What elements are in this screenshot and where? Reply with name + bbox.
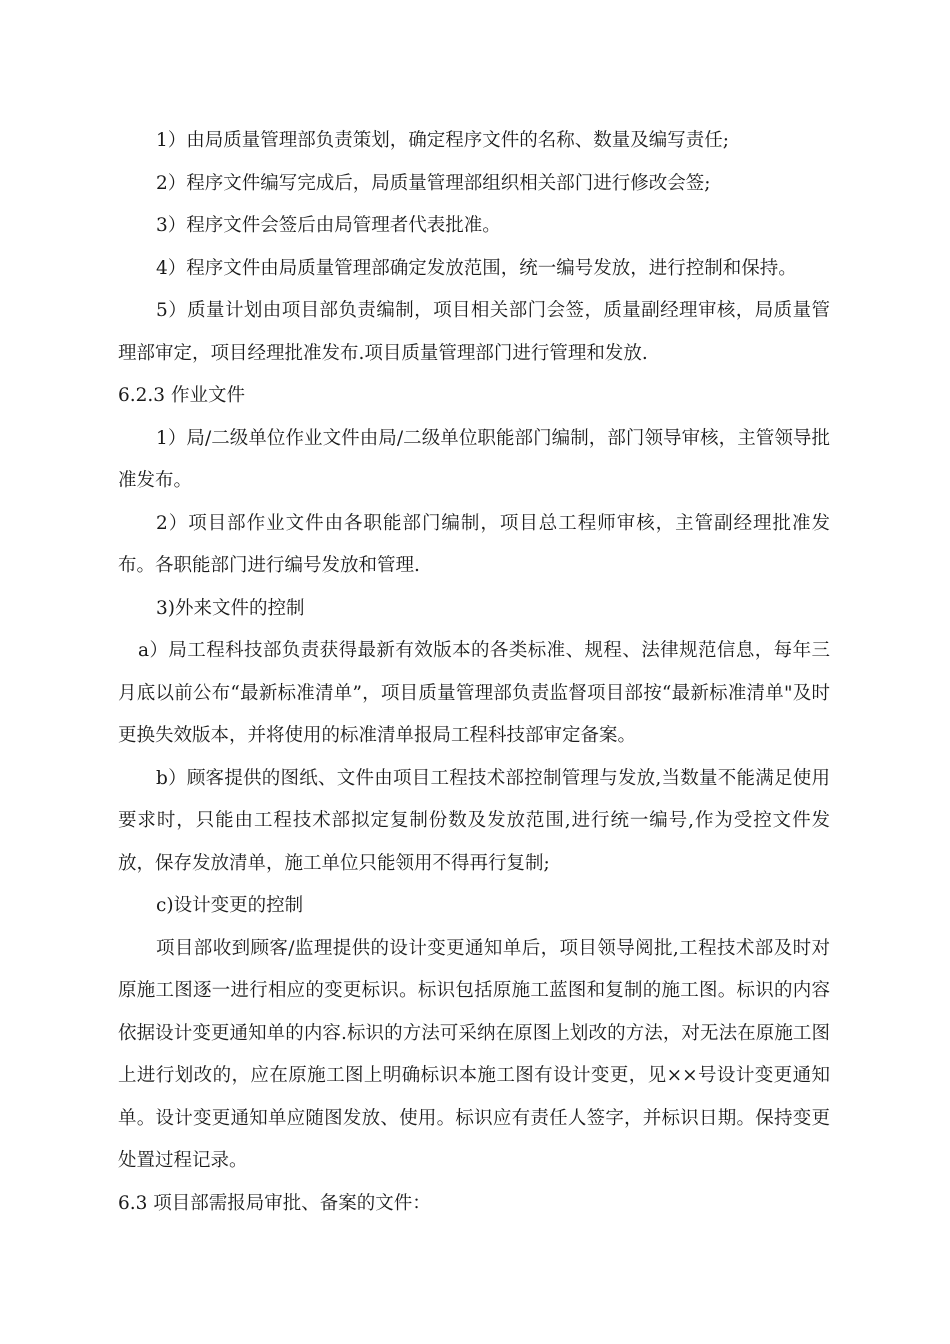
subheading-design-change-control: c)设计变更的控制 [156,895,304,916]
list-item-project-work-documents: 2）项目部作业文件由各职能部门编制，项目总工程师审核，主管副经理批准发布。各职能部门进行编号发放和管理. [118,512,830,576]
paragraph-design-change-process: 项目部收到顾客/监理提供的设计变更通知单后，项目领导阅批,工程技术部及时对原施工图逐一进行相应的变更标识。标识包括原施工蓝图和复制的施工图。标识的内容依据设计变更通知单的内容.标识的方法可采纳在原图上划改的方法，对无法在原施工图上进行划改的，应在原施工图上明确标识本施工图有设计变更，见××号设计变更通知单。设计变更通知单应随图发放、使用。标识应有责任人签字，并标识日期。保持变更处置过程记录。 [118,937,830,1171]
list-item-program-distribution: 4）程序文件由局质量管理部确定发放范围，统一编号发放，进行控制和保持。 [156,257,797,279]
section-heading-work-documents: 6.2.3 作业文件 [118,385,245,406]
list-item-customer-drawings: b）顾客提供的图纸、文件由项目工程技术部控制管理与发放,当数量不能满足使用要求时，只能由工程技术部拟定复制份数及发放范围,进行统一编号,作为受控文件发放，保存发放清单，施工单位只能领用不得再行复制; [118,767,830,874]
list-item-program-planning: 1）由局质量管理部负责策划，确定程序文件的名称、数量及编写责任; [156,130,730,151]
subheading-external-documents: 3)外来文件的控制 [156,597,305,619]
list-item-quality-plan: 5）质量计划由项目部负责编制，项目相关部门会签，质量副经理审核，局质量管理部审定，项目经理批准发布.项目质量管理部门进行管理和发放. [118,300,830,364]
list-item-standards-list: a）局工程科技部负责获得最新有效版本的各类标准、规程、法律规范信息，每年三月底以前公布“最新标准清单”，项目质量管理部负责监督项目部按“最新标准清单"及时更换失效版本，并将使用的标准清单报局工程科技部审定备案。 [118,640,830,746]
list-item-program-countersign: 2）程序文件编写完成后，局质量管理部组织相关部门进行修改会签; [156,172,711,194]
section-heading-approval-documents: 6.3 项目部需报局审批、备案的文件： [118,1192,431,1214]
document-body [118,120,830,1225]
list-item-program-approval: 3）程序文件会签后由局管理者代表批准。 [156,215,501,236]
list-item-bureau-work-documents: 1）局/二级单位作业文件由局/二级单位职能部门编制，部门领导审核，主管领导批准发布。 [118,427,830,491]
